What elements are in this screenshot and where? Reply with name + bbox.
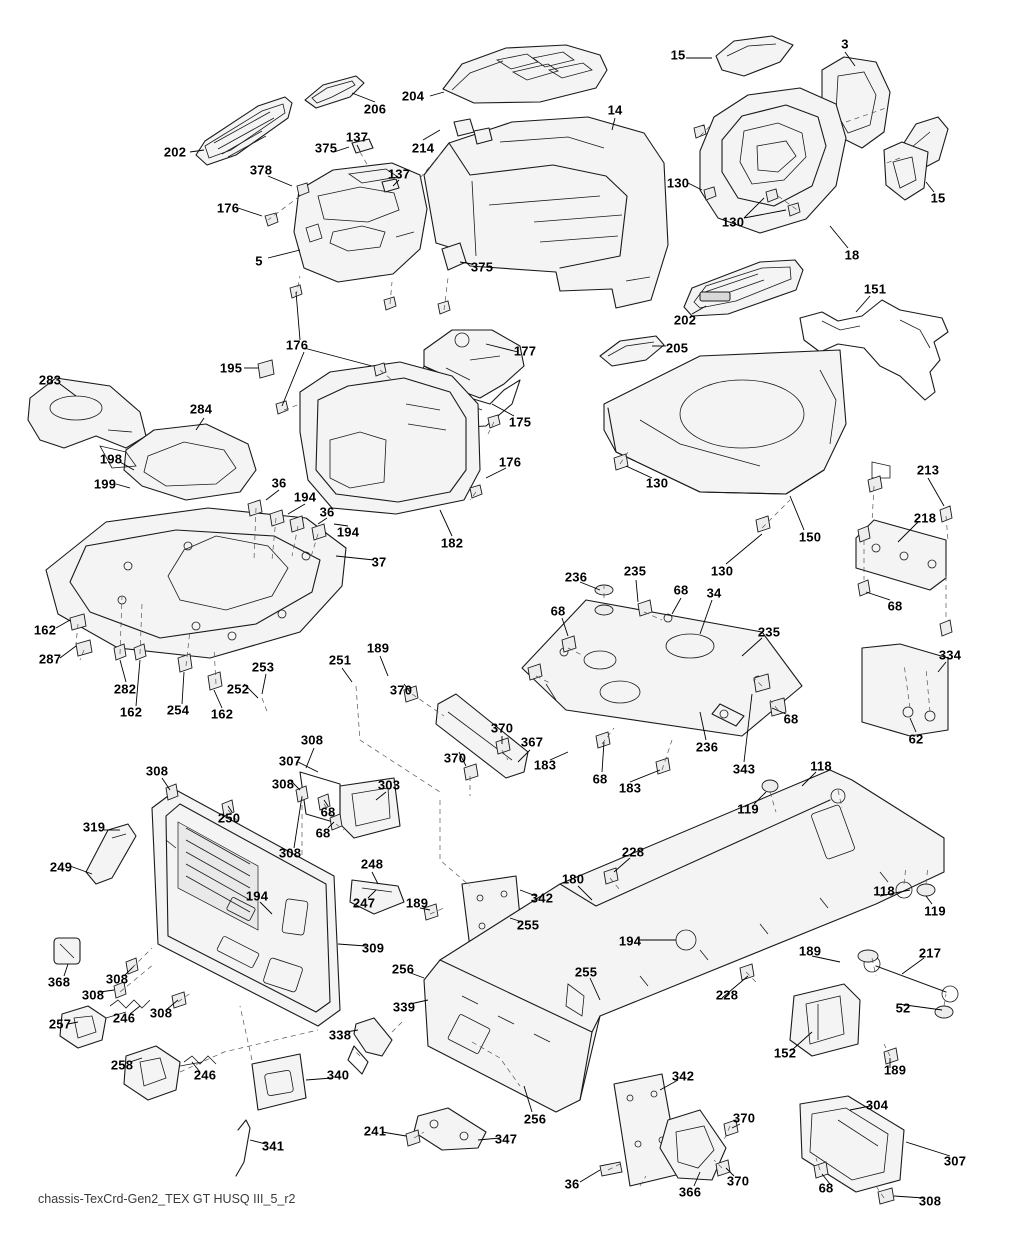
callout-number: 308 [918, 1193, 942, 1209]
callout-number: 194 [336, 524, 360, 540]
callout-number: 255 [574, 964, 598, 980]
callout-number: 370 [443, 750, 467, 766]
callout-number: 137 [345, 129, 369, 145]
callout-number: 206 [363, 101, 387, 117]
callout-number: 68 [887, 598, 903, 614]
callout-number: 367 [520, 734, 544, 750]
part-218-bracket-plate [856, 520, 946, 590]
callout-number: 308 [300, 732, 324, 748]
callout-number: 282 [113, 681, 137, 697]
callout-number: 250 [217, 810, 241, 826]
part-205-trim [600, 336, 664, 366]
callout-number: 68 [818, 1180, 834, 1196]
part-217-link-rod [864, 956, 958, 1002]
callout-number: 176 [285, 337, 309, 353]
callout-number: 150 [798, 529, 822, 545]
callout-number: 284 [189, 401, 213, 417]
callout-number: 368 [47, 974, 71, 990]
part-18-headlight-housing [700, 88, 846, 233]
callout-number: 214 [411, 140, 435, 156]
part-15-trim-upper [716, 36, 793, 76]
callout-number: 334 [938, 647, 962, 663]
part-202-left-grille [196, 97, 292, 165]
part-368-cap [54, 938, 80, 964]
callout-number: 218 [913, 510, 937, 526]
callout-number: 340 [326, 1067, 350, 1083]
callout-number: 118 [873, 883, 895, 899]
callout-number: 68 [673, 582, 689, 598]
callout-number: 189 [405, 895, 429, 911]
callout-number: 62 [908, 731, 924, 747]
callout-number: 342 [671, 1068, 695, 1084]
callout-number: 68 [550, 603, 566, 619]
callout-number: 52 [895, 1000, 911, 1016]
callout-number: 36 [319, 504, 335, 520]
callout-number: 249 [49, 859, 73, 875]
callout-number: 248 [360, 856, 384, 872]
callout-number: 338 [328, 1027, 352, 1043]
part-340-plate [252, 1054, 306, 1110]
part-37-footplate [46, 508, 346, 658]
callout-number: 241 [363, 1123, 387, 1139]
callout-number: 202 [673, 312, 697, 328]
callout-number: 68 [320, 804, 336, 820]
part-341-rod [236, 1120, 250, 1176]
callout-number: 347 [494, 1131, 518, 1147]
callout-number: 175 [508, 414, 532, 430]
callout-number: 307 [278, 753, 302, 769]
callout-number: 194 [618, 933, 642, 949]
callout-number: 217 [918, 945, 942, 961]
callout-number: 202 [163, 144, 187, 160]
callout-number: 246 [112, 1010, 136, 1026]
callout-number: 378 [249, 162, 273, 178]
callout-number: 68 [315, 825, 331, 841]
callout-number: 36 [271, 475, 287, 491]
callout-number: 254 [166, 702, 190, 718]
part-338-linkage [348, 1018, 392, 1074]
callout-number: 287 [38, 651, 62, 667]
callout-number: 343 [732, 761, 756, 777]
callout-number: 235 [757, 624, 781, 640]
callout-number: 246 [193, 1067, 217, 1083]
part-309-side-screen [149, 790, 340, 1026]
callout-number: 228 [715, 987, 739, 1003]
callout-number: 68 [592, 771, 608, 787]
callout-number: 251 [328, 652, 352, 668]
callout-number: 119 [737, 801, 759, 817]
part-34-deck-plate [522, 600, 802, 736]
callout-number: 183 [618, 780, 642, 796]
callout-number: 339 [392, 999, 416, 1015]
callout-number: 176 [498, 454, 522, 470]
callout-number: 195 [219, 360, 243, 376]
callout-number: 341 [261, 1138, 285, 1154]
callout-number: 15 [670, 47, 686, 63]
callout-number: 370 [389, 682, 413, 698]
callout-number: 308 [145, 763, 169, 779]
callout-number: 199 [93, 476, 117, 492]
callout-number: 370 [732, 1110, 756, 1126]
callout-number: 37 [371, 554, 387, 570]
part-334-bracket [862, 644, 948, 736]
callout-number: 308 [149, 1005, 173, 1021]
callout-number: 308 [278, 845, 302, 861]
callout-number: 366 [678, 1184, 702, 1200]
callout-number: 130 [666, 175, 690, 191]
part-202-right-grille [684, 260, 803, 316]
callout-number: 308 [271, 776, 295, 792]
callout-number: 308 [105, 971, 129, 987]
callout-number: 256 [523, 1111, 547, 1127]
callout-number: 130 [710, 563, 734, 579]
callout-number: 255 [516, 917, 540, 933]
part-182-fender-panel [300, 362, 480, 514]
callout-number: 375 [314, 140, 338, 156]
callout-number: 247 [352, 895, 376, 911]
callout-number: 118 [810, 758, 832, 774]
callout-number: 198 [99, 451, 123, 467]
callout-number: 258 [110, 1057, 134, 1073]
callout-number: 162 [210, 706, 234, 722]
part-152-bracket [790, 984, 860, 1056]
callout-number: 137 [387, 166, 411, 182]
callout-number: 162 [119, 704, 143, 720]
callout-number: 189 [366, 640, 390, 656]
callout-number: 194 [293, 489, 317, 505]
callout-number: 342 [530, 890, 554, 906]
callout-number: 194 [245, 888, 269, 904]
part-206-trim [305, 76, 364, 108]
callout-number: 189 [798, 943, 822, 959]
part-180-chassis-frame [424, 770, 944, 1112]
part-15-trim-lower [884, 142, 928, 200]
callout-number: 204 [401, 88, 425, 104]
callout-number: 205 [665, 340, 689, 356]
callout-number: 307 [943, 1153, 967, 1169]
callout-number: 14 [607, 102, 623, 118]
callout-number: 176 [216, 200, 240, 216]
callout-number: 375 [470, 259, 494, 275]
callout-number: 34 [706, 585, 722, 601]
callout-number: 182 [440, 535, 464, 551]
callout-number: 189 [883, 1062, 907, 1078]
callout-number: 252 [226, 681, 250, 697]
callout-number: 236 [564, 569, 588, 585]
callout-number: 36 [564, 1176, 580, 1192]
callout-number: 15 [930, 190, 946, 206]
callout-number: 319 [82, 819, 106, 835]
callout-number: 119 [924, 903, 946, 919]
callout-number: 283 [38, 372, 62, 388]
callout-number: 68 [783, 711, 799, 727]
callout-number: 304 [865, 1097, 889, 1113]
callout-number: 257 [48, 1016, 72, 1032]
drawing-footer-label: chassis-TexCrd-Gen2_TEX GT HUSQ III_5_r2 [38, 1192, 296, 1206]
callout-number: 213 [916, 462, 940, 478]
callout-number: 370 [490, 720, 514, 736]
callout-number: 228 [621, 844, 645, 860]
part-258-latch [124, 1046, 202, 1100]
callout-number: 236 [695, 739, 719, 755]
callout-number: 303 [377, 777, 401, 793]
callout-number: 253 [251, 659, 275, 675]
part-204-hood-vent [443, 45, 607, 103]
callout-number: 370 [726, 1173, 750, 1189]
callout-number: 256 [391, 961, 415, 977]
part-150-floor-pan [604, 350, 890, 494]
part-283-rear-fender [28, 378, 146, 448]
callout-number: 151 [863, 281, 887, 297]
callout-number: 308 [81, 987, 105, 1003]
callout-number: 309 [361, 940, 385, 956]
callout-number: 177 [513, 343, 537, 359]
callout-number: 183 [533, 757, 557, 773]
callout-number: 5 [255, 253, 263, 269]
callout-number: 3 [841, 36, 849, 52]
callout-number: 18 [844, 247, 860, 263]
callout-number: 152 [773, 1045, 797, 1061]
callout-number: 235 [623, 563, 647, 579]
part-241-bracket [414, 1108, 486, 1150]
part-14-hood [424, 117, 668, 308]
callout-number: 130 [645, 475, 669, 491]
callout-number: 130 [721, 214, 745, 230]
callout-number: 180 [561, 871, 585, 887]
callout-number: 162 [33, 622, 57, 638]
